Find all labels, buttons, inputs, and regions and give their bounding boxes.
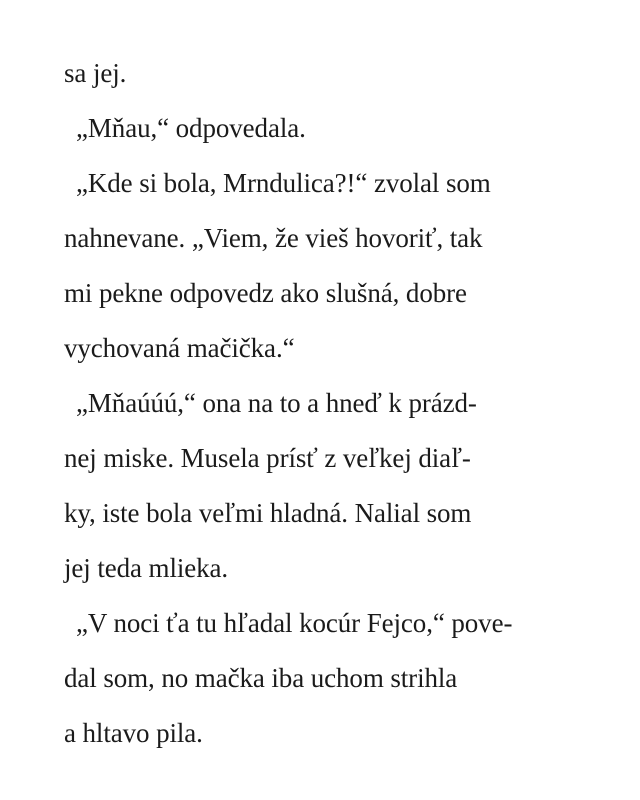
text-line: sa jej. <box>64 58 127 88</box>
text-line: a hltavo pila. <box>64 718 203 748</box>
text-line: dal som, no mačka iba uchom strihla <box>64 663 458 693</box>
text-line: mi pekne odpovedz ako slušná, dobre <box>64 278 467 308</box>
text-line: nahnevane. „Viem, že vieš hovoriť, tak <box>64 223 483 253</box>
text-line: „V noci ťa tu hľadal kocúr Fejco,“ pove- <box>76 608 513 638</box>
text-line: jej teda mlieka. <box>64 553 229 583</box>
text-line: „Mňaúúú,“ ona na to a hneď k prázd- <box>76 388 477 418</box>
text-line: „Kde si bola, Mrndulica?!“ zvolal som <box>76 168 491 198</box>
text-line: vychovaná mačička.“ <box>64 333 295 363</box>
text-line: nej miske. Musela prísť z veľkej diaľ- <box>64 443 471 473</box>
text-line: „Mňau,“ odpovedala. <box>76 113 306 143</box>
text-line: ky, iste bola veľmi hladná. Nalial som <box>64 498 472 528</box>
page-text <box>64 46 564 761</box>
